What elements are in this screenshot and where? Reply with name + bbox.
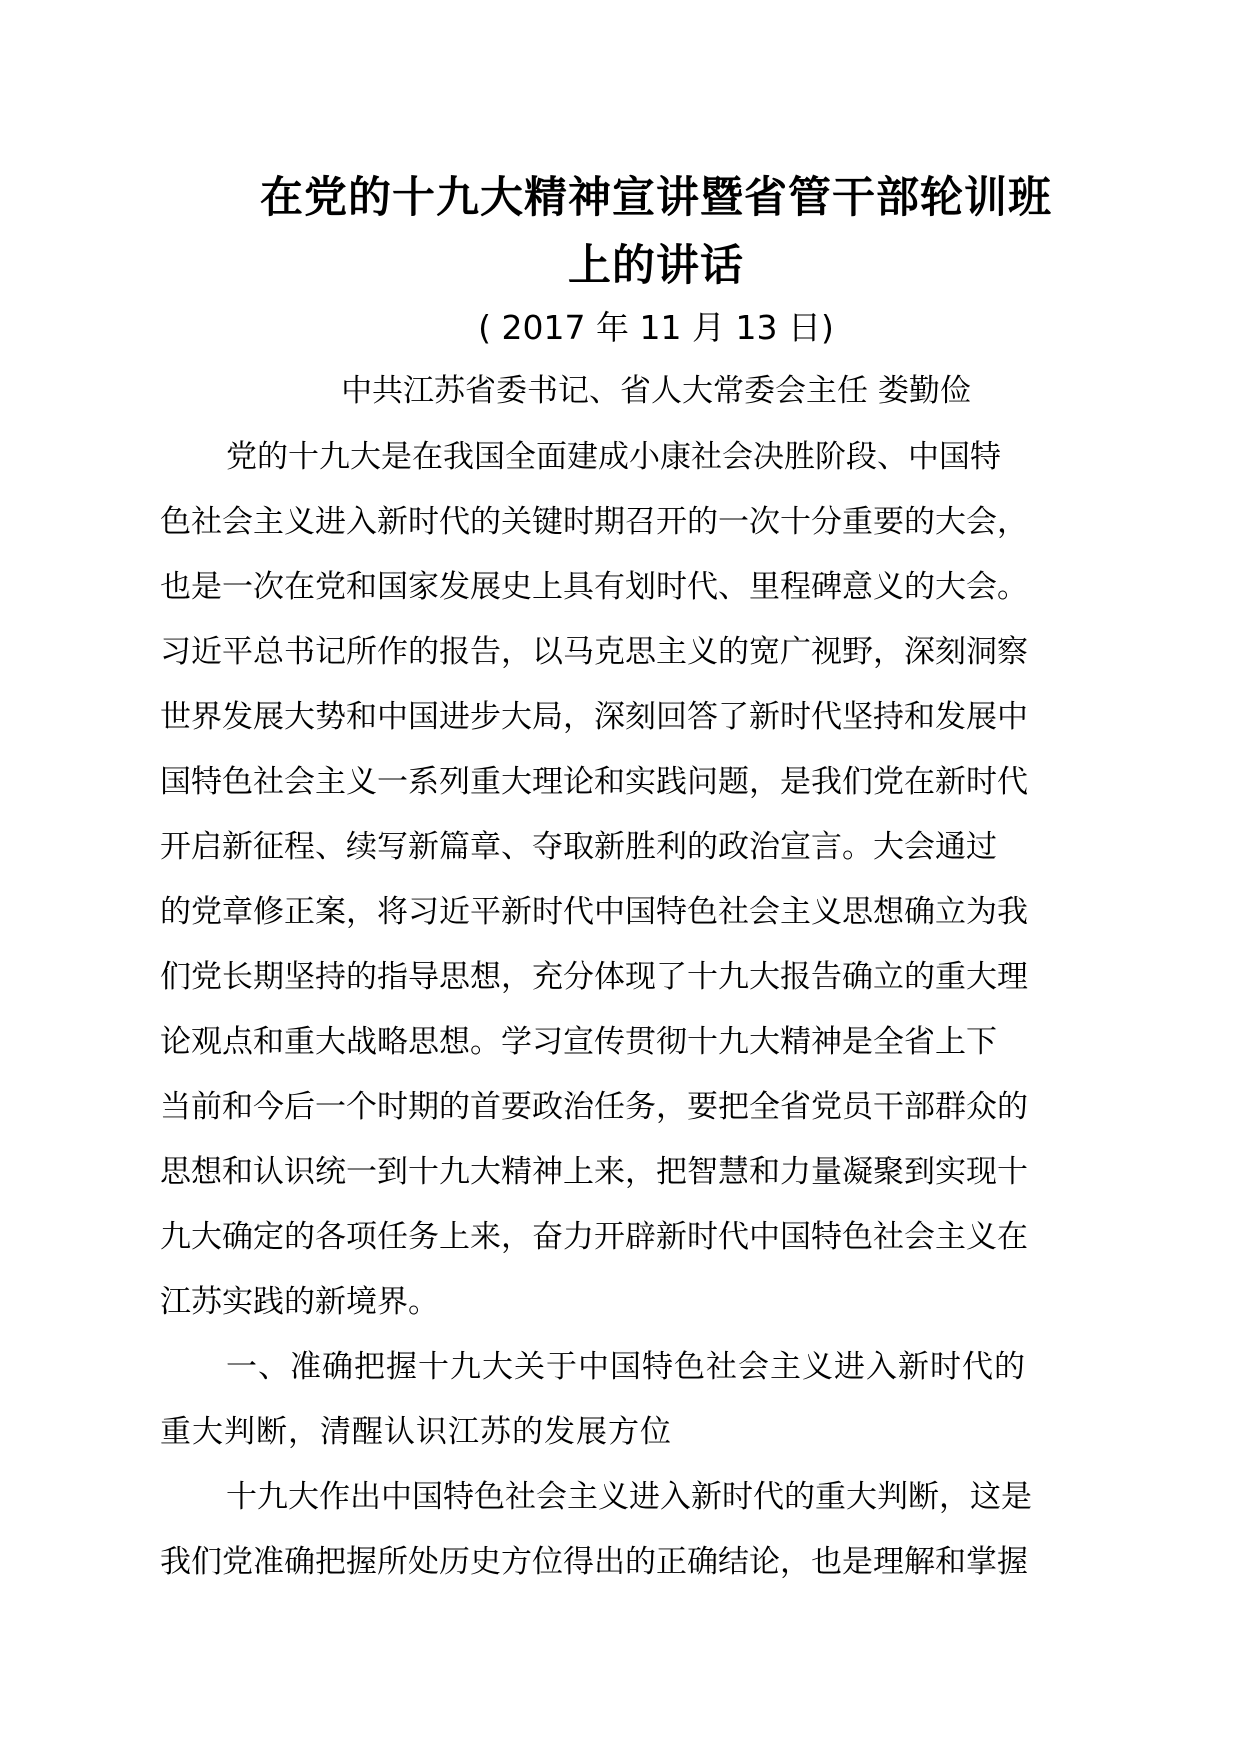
body-line: 党的十九大是在我国全面建成小康社会决胜阶段、中国特 <box>226 439 1001 475</box>
section-heading-line: 重大判断，清醒认识江苏的发展方位 <box>160 1414 672 1450</box>
section-heading-line: 一、准确把握十九大关于中国特色社会主义进入新时代的 <box>226 1349 1026 1385</box>
body-line: 我们党准确把握所处历史方位得出的正确结论，也是理解和掌握 <box>160 1544 1028 1580</box>
body-line: 色社会主义进入新时代的关键时期召开的一次十分重要的大会， <box>160 504 1028 540</box>
document-author: 中共江苏省委书记、省人大常委会主任 娄勤俭 <box>341 373 971 409</box>
body-line: 论观点和重大战略思想。学习宣传贯彻十九大精神是全省上下 <box>160 1024 997 1060</box>
body-line: 习近平总书记所作的报告，以马克思主义的宽广视野，深刻洞察 <box>160 634 1028 670</box>
body-line: 九大确定的各项任务上来，奋力开辟新时代中国特色社会主义在 <box>160 1219 1028 1255</box>
body-line: 们党长期坚持的指导思想，充分体现了十九大报告确立的重大理 <box>160 959 1028 995</box>
body-line: 江苏实践的新境界。 <box>160 1284 439 1320</box>
body-line: 国特色社会主义一系列重大理论和实践问题，是我们党在新时代 <box>160 764 1028 800</box>
body-line: 也是一次在党和国家发展史上具有划时代、里程碑意义的大会。 <box>160 569 1028 605</box>
document-title-line-1: 在党的十九大精神宣讲暨省管干部轮训班 <box>260 173 1052 223</box>
document-date: ( 2017 年 11 月 13 日) <box>478 308 834 347</box>
body-line: 世界发展大势和中国进步大局，深刻回答了新时代坚持和发展中 <box>160 699 1028 735</box>
body-line: 十九大作出中国特色社会主义进入新时代的重大判断，这是 <box>226 1479 1032 1515</box>
document-title-line-2: 上的讲话 <box>568 241 744 291</box>
body-line: 当前和今后一个时期的首要政治任务，要把全省党员干部群众的 <box>160 1089 1028 1125</box>
body-line: 的党章修正案，将习近平新时代中国特色社会主义思想确立为我 <box>160 894 1028 930</box>
body-line: 思想和认识统一到十九大精神上来，把智慧和力量凝聚到实现十 <box>160 1154 1028 1190</box>
body-line: 开启新征程、续写新篇章、夺取新胜利的政治宣言。大会通过 <box>160 829 997 865</box>
